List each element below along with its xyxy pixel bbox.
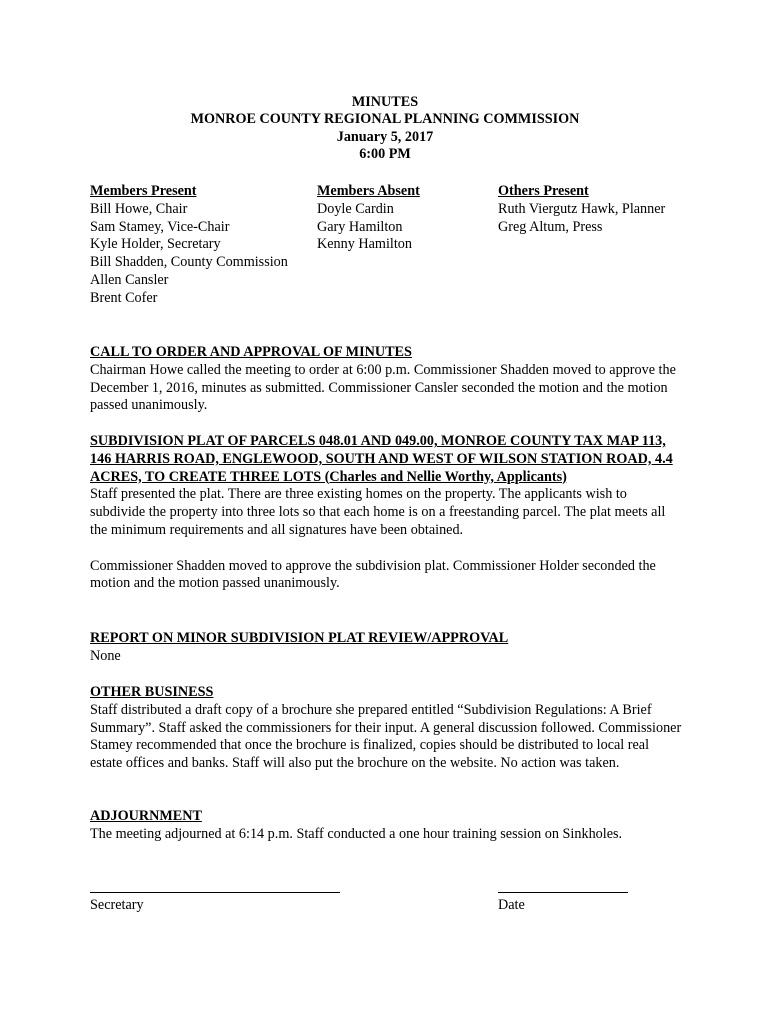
- members-absent-column: [317, 183, 420, 254]
- attendee: Bill Shadden, County Commission: [90, 254, 288, 271]
- commission-name: MONROE COUNTY REGIONAL PLANNING COMMISSION: [190, 111, 580, 128]
- subdivision-plat-section: [90, 433, 682, 593]
- secretary-signature-line: [90, 892, 340, 893]
- other-attendee: Ruth Viergutz Hawk, Planner: [498, 200, 666, 217]
- others-present-column: [498, 183, 665, 236]
- other-attendee: Greg Altum, Press: [498, 218, 603, 235]
- section-heading: ADJOURNMENT: [90, 808, 202, 824]
- attendee: Allen Cansler: [90, 271, 169, 288]
- other-business-section: [90, 684, 684, 773]
- section-body: Commissioner Shadden moved to approve the subdivision plat. Commissioner Holder seconded the motion and the motion passed unanimously.: [90, 557, 656, 592]
- section-body: Staff distributed a draft copy of a brochure she prepared entitled “Subdivision Regulations: A Brief Summary”. Staff asked the commissioners for their input. A general discussion followed. Commissioner Stamey recommended that once the brochure is finalized, copies should be distributed to local real estate offices and banks. Staff will also put the brochure on the website. No action was taken.: [90, 701, 682, 772]
- section-heading: OTHER BUSINESS: [90, 684, 214, 700]
- secretary-label: Secretary: [90, 897, 144, 913]
- meeting-time: 6:00 PM: [359, 146, 411, 163]
- members-absent-heading: Members Absent: [317, 183, 420, 199]
- attendee: Sam Stamey, Vice-Chair: [90, 218, 230, 235]
- section-body: Staff presented the plat. There are three existing homes on the property. The applicants wish to subdivide the property into three lots so that each home is on a freestanding parcel. The plat meets all the minimum requirements and all signatures have been obtained.: [90, 486, 666, 538]
- absentee: Doyle Cardin: [317, 200, 394, 217]
- section-body: The meeting adjourned at 6:14 p.m. Staff conducted a one hour training session on Sinkholes.: [90, 825, 623, 842]
- section-heading: REPORT ON MINOR SUBDIVISION PLAT REVIEW/APPROVAL: [90, 630, 509, 646]
- attendance-block: [90, 183, 710, 313]
- others-present-heading: Others Present: [498, 183, 589, 199]
- date-signature-line: [498, 892, 628, 893]
- section-body: None: [90, 647, 121, 664]
- members-present-heading: Members Present: [90, 183, 197, 199]
- minor-plat-report-section: [90, 630, 684, 666]
- meeting-date: January 5, 2017: [336, 128, 434, 145]
- members-present-column: [90, 183, 288, 308]
- attendee: Brent Cofer: [90, 289, 158, 306]
- absentee: Kenny Hamilton: [317, 236, 412, 253]
- attendee: Kyle Holder, Secretary: [90, 236, 221, 253]
- attendee: Bill Howe, Chair: [90, 200, 188, 217]
- signature-block: [90, 880, 650, 920]
- call-to-order-section: [90, 344, 684, 415]
- document-header: [0, 94, 770, 164]
- adjournment-section: [90, 808, 684, 844]
- section-heading: CALL TO ORDER AND APPROVAL OF MINUTES: [90, 344, 412, 360]
- date-label: Date: [498, 897, 525, 913]
- document-title: MINUTES: [351, 94, 419, 110]
- absentee: Gary Hamilton: [317, 218, 403, 235]
- section-body: Chairman Howe called the meeting to order at 6:00 p.m. Commissioner Shadden moved to approve the December 1, 2016, minutes as submitted. Commissioner Cansler seconded the motion and the motion passed unanimously.: [90, 361, 676, 414]
- section-heading: SUBDIVISION PLAT OF PARCELS 048.01 AND 049.00, MONROE COUNTY TAX MAP 113, 146 HARRIS ROAD, ENGLEWOOD, SOUTH AND WEST OF WILSON STATION ROAD, 4.4 ACRES, TO CREATE THREE LOTS (Charles and Nellie Worthy, Applicants): [90, 433, 673, 485]
